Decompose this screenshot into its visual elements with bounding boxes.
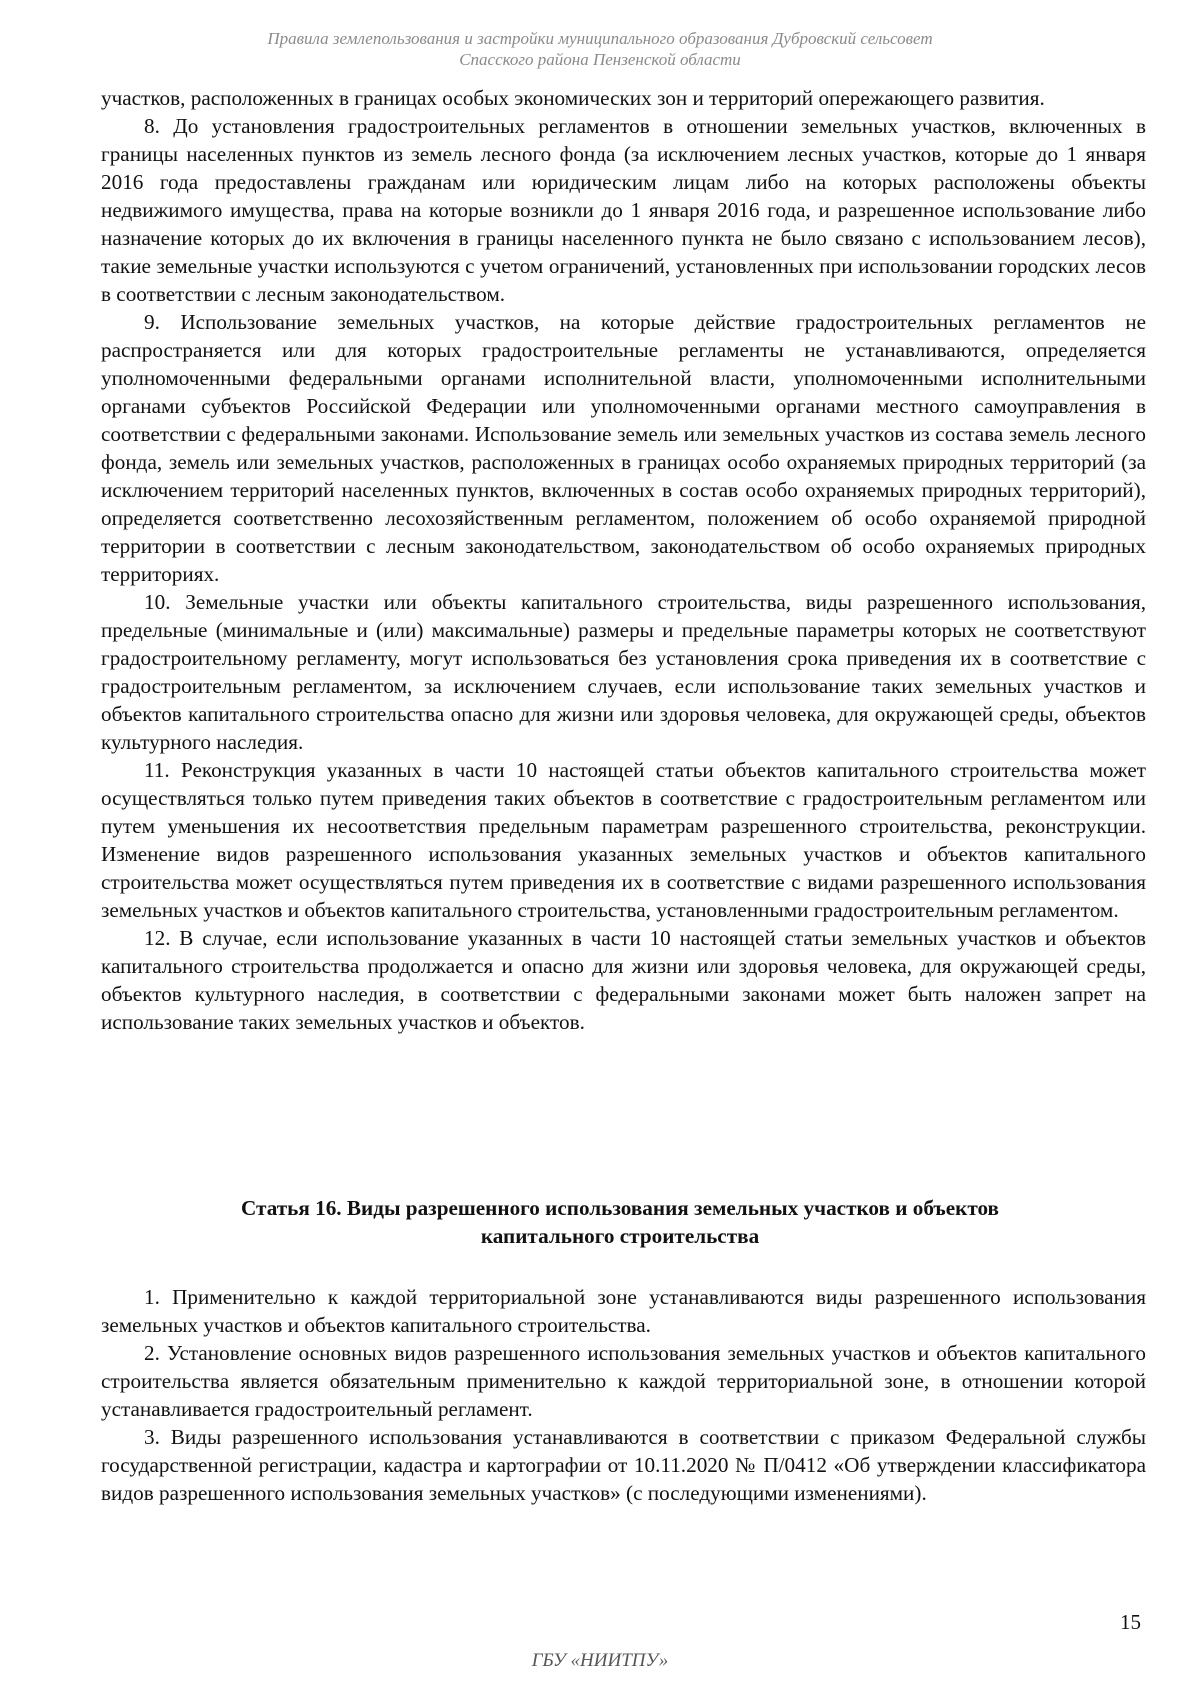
running-header — [0, 28, 1200, 70]
page-footer: ГБУ «НИИТПУ» — [531, 1650, 669, 1671]
article-paragraph-2: 2. Установление основных видов разрешенного использования земельных участков и объектов капитального строительства является обязательным применительно к каждой территориальной зоне, в отношении которой устанавливается градостроительный регламент. — [101, 1341, 1146, 1421]
body-text — [101, 84, 1146, 1036]
paragraph-8: 8. До установления градостроительных регламентов в отношении земельных участков, включенных в границы населенных пунктов из земель лесного фонда (за исключением лесных участков, которые до 1 января 2016 года предоставлены гражданам или юридическим лицам либо на которых расположены объекты недвижимого имущества, права на которые возникли до 1 января 2016 года, и разрешенное использование либо назначение которых до их включения в границы населенного пункта не было связано с использованием лесов), такие земельные участки используются с учетом ограничений, установленных при использовании городских лесов в соответствии с лесным законодательством. — [101, 114, 1146, 306]
running-header-line-2: Спасского района Пензенской области — [459, 50, 741, 69]
article-paragraph-1: 1. Применительно к каждой территориальной зоне устанавливаются виды разрешенного использования земельных участков и объектов капитального строительства. — [101, 1285, 1146, 1337]
article-heading — [120, 1194, 1120, 1250]
article-body — [101, 1283, 1146, 1507]
article-heading-line-2: капитального строительства — [480, 1224, 760, 1248]
article-heading-line-1: Статья 16. Виды разрешенного использования земельных участков и объектов — [241, 1196, 999, 1220]
paragraph-9: 9. Использование земельных участков, на которые действие градостроительных регламентов не распространяется или для которых градостроительные регламенты не устанавливаются, определяется уполномоченными федеральными органами исполнительной власти, уполномоченными исполнительными органами субъектов Российской Федерации или уполномоченными органами местного самоуправления в соответствии с федеральными законами. Использование земель или земельных участков из состава земель лесного фонда, земель или земельных участков, расположенных в границах особо охраняемых природных территорий (за исключением территорий населенных пунктов, включенных в состав особо охраняемых природных территорий), определяется соответственно лесохозяйственным регламентом, положением об особо охраняемой природной территории в соответствии с лесным законодательством, законодательством об особо охраняемых природных территориях. — [101, 310, 1146, 586]
paragraph-10: 10. Земельные участки или объекты капитального строительства, виды разрешенного использования, предельные (минимальные и (или) максимальные) размеры и предельные параметры которых не соответствуют градостроительному регламенту, могут использоваться без установления срока приведения их в соответствие с градостроительным регламентом, за исключением случаев, если использование таких земельных участков и объектов капитального строительства опасно для жизни или здоровья человека, для окружающей среды, объектов культурного наследия. — [101, 590, 1146, 754]
article-paragraph-3: 3. Виды разрешенного использования устанавливаются в соответствии с приказом Федеральной службы государственной регистрации, кадастра и картографии от 10.11.2020 № П/0412 «Об утверждении классификатора видов разрешенного использования земельных участков» (с последующими изменениями). — [101, 1425, 1146, 1505]
running-header-line-1: Правила землепользования и застройки муниципального образования Дубровский сельсовет — [267, 29, 933, 48]
paragraph-12: 12. В случае, если использование указанных в части 10 настоящей статьи земельных участков и объектов капитального строительства продолжается и опасно для жизни или здоровья человека, для окружающей среды, объектов культурного наследия, в соответствии с федеральными законами может быть наложен запрет на использование таких земельных участков и объектов. — [101, 926, 1146, 1034]
page-number: 15 — [1120, 1610, 1141, 1634]
paragraph-continuation: участков, расположенных в границах особых экономических зон и территорий опережающего развития. — [101, 86, 1045, 110]
paragraph-11: 11. Реконструкция указанных в части 10 настоящей статьи объектов капитального строительства может осуществляться только путем приведения таких объектов в соответствие с градостроительным регламентом или путем уменьшения их несоответствия предельным параметрам разрешенного строительства, реконструкции. Изменение видов разрешенного использования указанных земельных участков и объектов капитального строительства может осуществляться путем приведения их в соответствие с видами разрешенного использования земельных участков и объектов капитального строительства, установленными градостроительным регламентом. — [101, 758, 1146, 922]
